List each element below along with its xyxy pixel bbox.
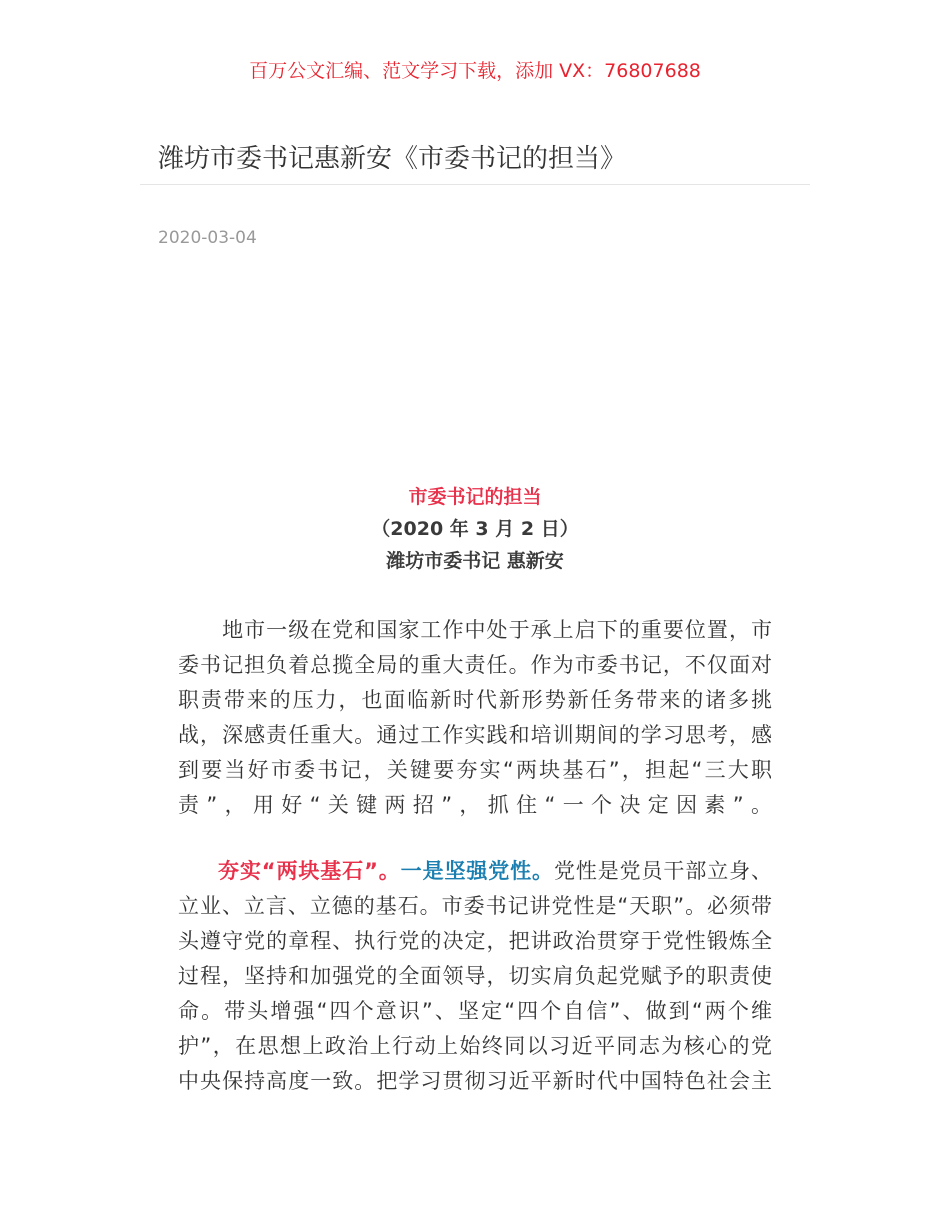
promo-banner: 百万公文汇编、范文学习下载，添加 VX：76807688: [249, 60, 701, 82]
speech-author: 潍坊市委书记 惠新安: [386, 550, 564, 572]
paragraph-line: 立业、立言、立德的基石。市委书记讲党性是“天职”。必须带: [178, 894, 772, 918]
speech-date: （2020 年 3 月 2 日）: [371, 518, 579, 540]
paragraph-text: 党性是党员干部立身、: [553, 859, 773, 883]
paragraph-line: 过程，坚持和加强党的全面领导，切实肩负起党赋予的职责使: [178, 964, 772, 988]
paragraph-line: 地市一级在党和国家工作中处于承上启下的重要位置，市: [178, 618, 772, 642]
paragraph-line: 战，深感责任重大。通过工作实践和培训期间的学习思考，感: [178, 723, 772, 747]
section-heading: 夯实“两块基石”。: [218, 859, 401, 883]
publish-date: 2020-03-04: [158, 228, 257, 248]
title-divider: [140, 184, 810, 185]
paragraph-line: 职责带来的压力，也面临新时代新形势新任务带来的诸多挑: [178, 688, 772, 712]
paragraph-line: 头遵守党的章程、执行党的决定，把讲政治贯穿于党性锻炼全: [178, 929, 772, 953]
paragraph-lead-line: [218, 855, 772, 885]
paragraph-line: 护”，在思想上政治上行动上始终同以习近平同志为核心的党: [178, 1034, 772, 1058]
speech-title: 市委书记的担当: [408, 486, 542, 508]
article-title: 潍坊市委书记惠新安《市委书记的担当》: [158, 144, 627, 174]
paragraph-line: 委书记担负着总揽全局的重大责任。作为市委书记，不仅面对: [178, 653, 772, 677]
paragraph-line: 命。带头增强“四个意识”、坚定“四个自信”、做到“两个维: [178, 999, 772, 1023]
paragraph-line: 中央保持高度一致。把学习贯彻习近平新时代中国特色社会主: [178, 1069, 772, 1093]
paragraph-line: 到要当好市委书记，关键要夯实“两块基石”，担起“三大职: [178, 758, 772, 782]
paragraph-line: 责”，用好“关键两招”，抓住“一个决定因素”。: [178, 793, 772, 817]
subsection-heading: 一是坚强党性。: [400, 859, 554, 883]
